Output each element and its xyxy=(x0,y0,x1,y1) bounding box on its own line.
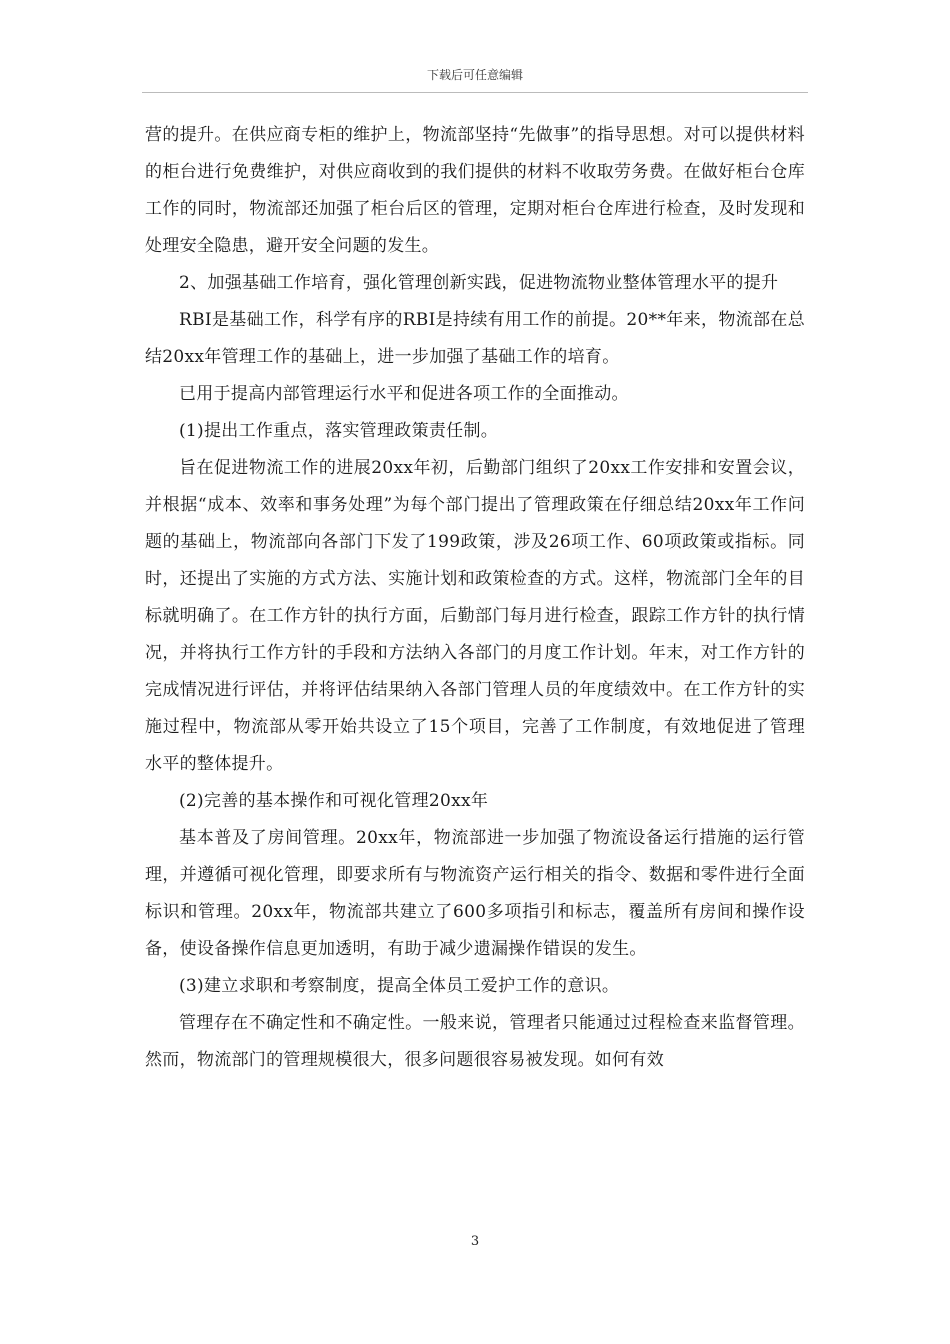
page-header: 下载后可任意编辑 xyxy=(426,68,523,82)
paragraph-8: 基本普及了房间管理。20xx年，物流部进一步加强了物流设备运行措施的运行管理，并遵循可视化管理，即要求所有与物流资产运行相关的指令、数据和零件进行全面标识和管理。20xx年，物流部共建立了600多项指引和标志，覆盖所有房间和操作设备，使设备操作信息更加透明，有助于减少遗漏操作错误的发生。 xyxy=(145,828,805,959)
paragraph-2-heading: 2、加强基础工作培育，强化管理创新实践，促进物流物业整体管理水平的提升 xyxy=(179,273,779,293)
document-body xyxy=(145,117,805,1079)
header-divider xyxy=(142,92,808,93)
paragraph-4: 已用于提高内部管理运行水平和促进各项工作的全面推动。 xyxy=(179,384,629,404)
page-number: 3 xyxy=(470,1234,480,1249)
paragraph-7-subheading: (2)完善的基本操作和可视化管理20xx年 xyxy=(179,791,489,811)
paragraph-3: RBI是基础工作，科学有序的RBI是持续有用工作的前提。20**年来，物流部在总结20xx年管理工作的基础上，进一步加强了基础工作的培育。 xyxy=(145,310,805,367)
paragraph-10: 管理存在不确定性和不确定性。一般来说，管理者只能通过过程检查来监督管理。然而，物流部门的管理规模很大，很多问题很容易被发现。如何有效 xyxy=(145,1013,805,1070)
paragraph-5-subheading: (1)提出工作重点，落实管理政策责任制。 xyxy=(179,421,499,441)
paragraph-6: 旨在促进物流工作的进展20xx年初，后勤部门组织了20xx工作安排和安置会议，并根据“成本、效率和事务处理”为每个部门提出了管理政策在仔细总结20xx年工作问题的基础上，物流部向各部门下发了199政策，涉及26项工作、60项政策或指标。同时，还提出了实施的方式方法、实施计划和政策检查的方式。这样，物流部门全年的目标就明确了。在工作方针的执行方面，后勤部门每月进行检查，跟踪工作方针的执行情况，并将执行工作方针的手段和方法纳入各部门的月度工作计划。年末，对工作方针的完成情况进行评估，并将评估结果纳入各部门管理人员的年度绩效中。在工作方针的实施过程中，物流部从零开始共设立了15个项目，完善了工作制度，有效地促进了管理水平的整体提升。 xyxy=(145,458,805,774)
paragraph-1: 营的提升。在供应商专柜的维护上，物流部坚持“先做事”的指导思想。对可以提供材料的柜台进行免费维护，对供应商收到的我们提供的材料不收取劳务费。在做好柜台仓库工作的同时，物流部还加强了柜台后区的管理，定期对柜台仓库进行检查，及时发现和处理安全隐患，避开安全问题的发生。 xyxy=(145,125,805,256)
paragraph-9-subheading: (3)建立求职和考察制度，提高全体员工爱护工作的意识。 xyxy=(179,976,620,996)
